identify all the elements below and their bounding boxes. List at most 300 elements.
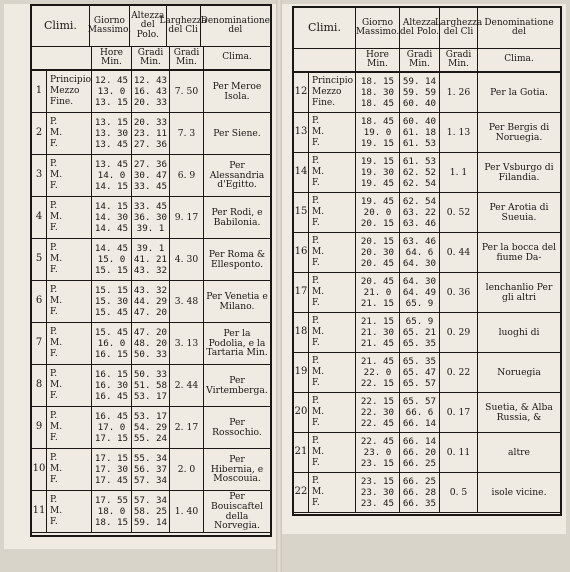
- altezza-value: 36. 30: [133, 211, 168, 223]
- clima-phase-label: Fine.: [49, 96, 74, 107]
- clima-phase-label: P.: [312, 476, 320, 487]
- giorno-value: 13. 45: [94, 139, 129, 151]
- altezza-value: 33. 45: [133, 200, 168, 212]
- clima-phase-label: F.: [50, 474, 58, 485]
- clima-phase-label: F.: [312, 337, 320, 348]
- giorno-value: 18. 30: [360, 86, 395, 98]
- larghezza-value: 0. 11: [440, 433, 478, 472]
- giorno-value: 22. 30: [360, 406, 395, 418]
- clima-phase-label: F.: [50, 180, 58, 191]
- clima-phase-labels: [308, 353, 324, 392]
- clima-number: 20: [294, 406, 308, 418]
- clima-phase-labels: [46, 365, 62, 406]
- clima-phase-labels: [46, 113, 62, 154]
- clima-number: 10: [32, 463, 46, 475]
- denominazione-value: Suetia, & Alba Russia, &: [485, 401, 553, 423]
- larghezza-value: 1. 13: [440, 113, 478, 152]
- larghezza-value: 1. 26: [440, 73, 478, 112]
- altezza-values: [400, 193, 440, 232]
- giorno-value: 19. 0: [363, 126, 392, 138]
- giorno-values: [92, 491, 132, 532]
- subheader-gradi2: Gradi Min.: [440, 49, 478, 71]
- clima-phase-label: F.: [312, 297, 320, 308]
- denominazione-value: Per la Podolia, e la Tartaria Min.: [206, 328, 268, 359]
- altezza-value: 63. 46: [402, 235, 437, 247]
- table-row: [294, 353, 560, 393]
- giorno-value: 22. 15: [360, 395, 395, 407]
- clima-phase-label: P.: [312, 436, 320, 447]
- giorno-values: [356, 113, 400, 152]
- altezza-value: 55. 34: [133, 452, 168, 464]
- clima-phase-label: M.: [50, 128, 63, 139]
- clima-cell: [32, 239, 92, 280]
- altezza-value: 30. 47: [133, 169, 168, 181]
- altezza-values: [132, 407, 170, 448]
- table-header: [32, 6, 270, 47]
- clima-phase-label: P.: [50, 243, 58, 254]
- altezza-value: 27. 36: [133, 139, 168, 151]
- giorno-value: 21. 15: [360, 315, 395, 327]
- denominazione-value: altre: [508, 446, 530, 458]
- denominazione-value: Per Rossochio.: [212, 416, 262, 438]
- giorno-value: 14. 45: [94, 242, 129, 254]
- climate-table-right: [292, 6, 562, 516]
- header-larghezza: Larghezza del Cli: [167, 6, 201, 46]
- left-page: [4, 4, 276, 549]
- table-row: [32, 323, 270, 365]
- clima-number: 15: [294, 206, 308, 218]
- altezza-value: 41. 21: [133, 253, 168, 265]
- clima-cell: [294, 73, 356, 112]
- table-row: [294, 433, 560, 473]
- giorno-value: 22. 15: [360, 378, 395, 390]
- giorno-value: 20. 15: [360, 218, 395, 230]
- larghezza-value: 3. 13: [170, 323, 204, 364]
- giorno-value: 20. 45: [360, 275, 395, 287]
- clima-number: 9: [35, 421, 43, 433]
- clima-cell: [32, 281, 92, 322]
- altezza-value: 62. 54: [402, 195, 437, 207]
- clima-phase-labels: [308, 473, 324, 512]
- giorno-values: [92, 323, 132, 364]
- clima-number: 18: [294, 326, 308, 338]
- table-row: [32, 155, 270, 197]
- denominazione-value: Per Vsburgo di Filandia.: [484, 161, 554, 183]
- altezza-value: 60. 40: [402, 115, 437, 127]
- clima-cell: [32, 407, 92, 448]
- clima-phase-labels: [308, 233, 324, 272]
- denominazione-value: Noruegia: [497, 366, 541, 378]
- clima-phase-label: Principio: [49, 75, 91, 86]
- altezza-values: [132, 323, 170, 364]
- subheader-blank: [294, 49, 356, 71]
- altezza-value: 48. 20: [133, 337, 168, 349]
- altezza-value: 58. 25: [133, 505, 168, 517]
- giorno-value: 15. 45: [94, 326, 129, 338]
- giorno-values: [356, 473, 400, 512]
- table-row: [294, 73, 560, 113]
- table-row: [294, 233, 560, 273]
- larghezza-value: 6. 9: [170, 155, 204, 196]
- larghezza-value: 2. 0: [170, 449, 204, 490]
- altezza-value: 53. 17: [133, 410, 168, 422]
- altezza-value: 56. 37: [133, 463, 168, 475]
- giorno-value: 16. 45: [94, 391, 129, 403]
- larghezza-value: 0. 5: [440, 473, 478, 512]
- clima-phase-label: P.: [50, 453, 58, 464]
- altezza-value: 59. 14: [133, 517, 168, 529]
- larghezza-value: 7. 50: [170, 71, 204, 112]
- giorno-value: 17. 15: [94, 433, 129, 445]
- giorno-values: [92, 239, 132, 280]
- clima-phase-labels: [308, 393, 324, 432]
- clima-phase-label: P.: [312, 316, 320, 327]
- altezza-value: 66. 20: [402, 446, 437, 458]
- denominazione-value: Per la bocca del fiume Da-: [481, 241, 557, 263]
- header-giorno: Giorno Massimo.: [356, 8, 400, 48]
- subheader-clima: Clima.: [504, 54, 534, 65]
- giorno-value: 17. 45: [94, 475, 129, 487]
- giorno-value: 19. 15: [360, 155, 395, 167]
- altezza-value: 27. 36: [133, 158, 168, 170]
- clima-phase-label: M.: [312, 447, 325, 458]
- larghezza-value: 7. 3: [170, 113, 204, 154]
- clima-phase-labels: [46, 491, 62, 532]
- clima-number: 17: [294, 286, 308, 298]
- clima-cell: [32, 71, 92, 112]
- giorno-value: 23. 45: [360, 498, 395, 510]
- clima-phase-label: F.: [50, 348, 58, 359]
- table-row: [32, 281, 270, 323]
- altezza-value: 44. 29: [133, 295, 168, 307]
- altezza-value: 66. 25: [402, 458, 437, 470]
- clima-number: 2: [35, 127, 43, 139]
- subheader-gradi: Gradi Min.: [132, 47, 170, 69]
- giorno-value: 17. 30: [94, 463, 129, 475]
- clima-phase-label: P.: [50, 159, 58, 170]
- clima-phase-label: M.: [50, 170, 63, 181]
- giorno-value: 21. 45: [360, 355, 395, 367]
- giorno-value: 23. 0: [363, 446, 392, 458]
- clima-cell: [32, 323, 92, 364]
- subheader-clima: Clima.: [222, 52, 252, 63]
- giorno-value: 14. 45: [94, 223, 129, 235]
- larghezza-value: 4. 30: [170, 239, 204, 280]
- altezza-values: [400, 393, 440, 432]
- giorno-values: [356, 313, 400, 352]
- giorno-value: 15. 15: [94, 265, 129, 277]
- altezza-value: 20. 33: [133, 116, 168, 128]
- giorno-value: 15. 30: [94, 295, 129, 307]
- clima-phase-labels: [46, 155, 62, 196]
- altezza-value: 53. 17: [133, 391, 168, 403]
- altezza-value: 63. 22: [402, 206, 437, 218]
- altezza-value: 61. 53: [402, 138, 437, 150]
- clima-phase-labels: [308, 73, 353, 112]
- clima-phase-label: Mezzo: [312, 87, 342, 98]
- altezza-value: 47. 20: [133, 326, 168, 338]
- clima-phase-label: M.: [50, 422, 63, 433]
- giorno-value: 16. 30: [94, 379, 129, 391]
- denominazione-value: luoghi di: [498, 326, 540, 338]
- altezza-value: 23. 11: [133, 127, 168, 139]
- table-row: [294, 393, 560, 433]
- clima-phase-label: M.: [50, 296, 63, 307]
- denominazione-value: Per Rodi, e Babilonia.: [211, 206, 263, 228]
- giorno-values: [92, 197, 132, 238]
- altezza-value: 55. 24: [133, 433, 168, 445]
- altezza-values: [400, 153, 440, 192]
- table-row: [294, 313, 560, 353]
- clima-number: 11: [32, 505, 46, 517]
- giorno-value: 18. 15: [94, 517, 129, 529]
- altezza-value: 57. 34: [133, 475, 168, 487]
- altezza-values: [400, 273, 440, 312]
- larghezza-value: 3. 48: [170, 281, 204, 322]
- denominazione-value: lenchanlio Per gli altri: [485, 281, 553, 303]
- larghezza-value: 9. 17: [170, 197, 204, 238]
- altezza-values: [400, 433, 440, 472]
- denominazione-value: Per Meroe Isola.: [212, 80, 262, 102]
- altezza-value: 47. 20: [133, 307, 168, 319]
- clima-cell: [32, 449, 92, 490]
- giorno-value: 22. 45: [360, 418, 395, 430]
- altezza-value: 64. 30: [402, 258, 437, 270]
- giorno-value: 19. 30: [360, 166, 395, 178]
- altezza-value: 60. 40: [402, 98, 437, 110]
- clima-phase-label: M.: [50, 464, 63, 475]
- altezza-value: 64. 30: [402, 275, 437, 287]
- altezza-value: 61. 18: [402, 126, 437, 138]
- clima-phase-label: P.: [312, 196, 320, 207]
- denominazione-value: Per la Gotia.: [490, 86, 548, 98]
- clima-number: 8: [35, 379, 43, 391]
- table-row: [294, 193, 560, 233]
- larghezza-value: 0. 17: [440, 393, 478, 432]
- altezza-value: 43. 32: [133, 265, 168, 277]
- table-subheader: [294, 49, 560, 73]
- altezza-value: 65. 35: [402, 355, 437, 367]
- altezza-values: [132, 71, 170, 112]
- clima-phase-label: M.: [312, 367, 325, 378]
- clima-phase-label: P.: [312, 276, 320, 287]
- clima-phase-label: F.: [50, 516, 58, 527]
- denominazione-value: Per Roma & Ellesponto.: [208, 248, 266, 270]
- clima-phase-label: M.: [312, 207, 325, 218]
- clima-phase-labels: [46, 197, 62, 238]
- altezza-values: [132, 365, 170, 406]
- clima-phase-label: Mezzo: [49, 86, 80, 97]
- giorno-value: 12. 45: [94, 74, 129, 86]
- clima-cell: [294, 313, 356, 352]
- giorno-value: 20. 0: [363, 206, 392, 218]
- clima-phase-label: P.: [50, 495, 58, 506]
- clima-cell: [32, 155, 92, 196]
- giorno-values: [356, 393, 400, 432]
- giorno-value: 20. 15: [360, 235, 395, 247]
- clima-phase-label: P.: [50, 117, 58, 128]
- altezza-values: [400, 113, 440, 152]
- giorno-values: [92, 407, 132, 448]
- giorno-value: 14. 15: [94, 200, 129, 212]
- header-denominazione: Denominatione del: [484, 17, 554, 37]
- giorno-value: 21. 30: [360, 326, 395, 338]
- clima-cell: [32, 197, 92, 238]
- altezza-value: 65. 47: [402, 366, 437, 378]
- table-header: [294, 8, 560, 49]
- climate-table-left: [30, 4, 272, 537]
- clima-phase-label: F.: [50, 138, 58, 149]
- altezza-value: 61. 53: [402, 155, 437, 167]
- giorno-value: 18. 0: [97, 505, 126, 517]
- clima-phase-labels: [46, 449, 62, 490]
- giorno-value: 17. 0: [97, 421, 126, 433]
- larghezza-value: 0. 52: [440, 193, 478, 232]
- altezza-value: 64. 49: [402, 286, 437, 298]
- altezza-values: [132, 239, 170, 280]
- giorno-value: 15. 45: [94, 307, 129, 319]
- altezza-value: 39. 1: [136, 223, 165, 235]
- altezza-values: [132, 155, 170, 196]
- table-row: [294, 273, 560, 313]
- giorno-value: 19. 45: [360, 178, 395, 190]
- clima-cell: [294, 473, 356, 512]
- altezza-values: [400, 73, 440, 112]
- altezza-value: 59. 59: [402, 86, 437, 98]
- clima-cell: [32, 491, 92, 532]
- clima-number: 7: [35, 337, 43, 349]
- clima-phase-label: P.: [50, 201, 58, 212]
- altezza-value: 65. 21: [402, 326, 437, 338]
- giorno-value: 23. 30: [360, 486, 395, 498]
- altezza-value: 66. 35: [402, 498, 437, 510]
- table-row: [32, 197, 270, 239]
- clima-phase-label: P.: [50, 369, 58, 380]
- clima-phase-label: M.: [50, 506, 63, 517]
- clima-phase-label: M.: [312, 127, 325, 138]
- clima-phase-label: P.: [312, 236, 320, 247]
- clima-phase-label: F.: [312, 257, 320, 268]
- giorno-values: [92, 449, 132, 490]
- header-denominazione: Denominatione del: [200, 15, 270, 35]
- clima-phase-labels: [308, 273, 324, 312]
- clima-phase-labels: [46, 281, 62, 322]
- clima-phase-labels: [308, 433, 324, 472]
- clima-phase-label: F.: [50, 306, 58, 317]
- subheader-blank: [32, 47, 92, 69]
- clima-number: 13: [294, 126, 308, 138]
- altezza-value: 12. 43: [133, 74, 168, 86]
- clima-cell: [294, 353, 356, 392]
- table-row: [294, 473, 560, 513]
- altezza-value: 33. 45: [133, 181, 168, 193]
- clima-phase-labels: [46, 407, 62, 448]
- larghezza-value: 1. 40: [170, 491, 204, 532]
- giorno-values: [356, 273, 400, 312]
- denominazione-value: Per Hibernia, e Moscouia.: [210, 454, 264, 485]
- altezza-value: 66. 14: [402, 435, 437, 447]
- clima-cell: [294, 433, 356, 472]
- giorno-value: 18. 45: [360, 98, 395, 110]
- altezza-value: 62. 54: [402, 178, 437, 190]
- giorno-value: 16. 0: [97, 337, 126, 349]
- giorno-values: [356, 233, 400, 272]
- table-body-left: [32, 71, 270, 533]
- header-larghezza: Larghezza del Cli: [440, 8, 478, 48]
- clima-phase-label: M.: [50, 254, 63, 265]
- giorno-values: [92, 113, 132, 154]
- clima-number: 19: [294, 366, 308, 378]
- clima-phase-label: P.: [312, 116, 320, 127]
- clima-cell: [294, 153, 356, 192]
- altezza-value: 65. 9: [405, 315, 434, 327]
- clima-phase-label: P.: [312, 396, 320, 407]
- altezza-values: [132, 113, 170, 154]
- clima-phase-label: F.: [312, 417, 320, 428]
- altezza-value: 66. 14: [402, 418, 437, 430]
- altezza-value: 65. 9: [405, 298, 434, 310]
- altezza-values: [400, 233, 440, 272]
- header-giorno: Giorno Massimo.: [90, 6, 130, 46]
- altezza-values: [400, 353, 440, 392]
- clima-phase-label: F.: [312, 217, 320, 228]
- clima-number: 6: [35, 295, 43, 307]
- clima-phase-label: F.: [312, 377, 320, 388]
- clima-cell: [294, 113, 356, 152]
- giorno-value: 13. 0: [97, 85, 126, 97]
- clima-phase-labels: [46, 323, 62, 364]
- altezza-values: [132, 449, 170, 490]
- clima-phase-label: F.: [50, 264, 58, 275]
- giorno-value: 19. 15: [360, 138, 395, 150]
- clima-cell: [32, 113, 92, 154]
- clima-number: 16: [294, 246, 308, 258]
- denominazione-value: Per Arotia di Sueuia.: [489, 201, 549, 223]
- altezza-value: 59. 14: [402, 75, 437, 87]
- table-row: [32, 491, 270, 533]
- clima-phase-label: Principio: [312, 76, 354, 87]
- giorno-value: 13. 30: [94, 127, 129, 139]
- altezza-value: 50. 33: [133, 368, 168, 380]
- giorno-value: 21. 0: [363, 286, 392, 298]
- clima-cell: [32, 365, 92, 406]
- subheader-hore: Hore Min.: [356, 49, 400, 71]
- giorno-value: 23. 15: [360, 458, 395, 470]
- giorno-value: 20. 45: [360, 258, 395, 270]
- giorno-values: [356, 433, 400, 472]
- altezza-value: 66. 28: [402, 486, 437, 498]
- clima-phase-label: F.: [50, 432, 58, 443]
- clima-phase-label: M.: [312, 487, 325, 498]
- denominazione-value: Per Alessandria d'Egitto.: [209, 160, 265, 191]
- clima-phase-label: P.: [50, 327, 58, 338]
- giorno-values: [356, 153, 400, 192]
- clima-phase-label: F.: [312, 457, 320, 468]
- table-row: [32, 71, 270, 113]
- altezza-value: 65. 57: [402, 395, 437, 407]
- giorno-value: 16. 45: [94, 410, 129, 422]
- altezza-value: 43. 32: [133, 284, 168, 296]
- giorno-value: 21. 45: [360, 338, 395, 350]
- table-subheader: [32, 47, 270, 71]
- giorno-value: 15. 15: [94, 284, 129, 296]
- clima-phase-label: F.: [50, 390, 58, 401]
- clima-phase-label: M.: [312, 247, 325, 258]
- table-row: [32, 365, 270, 407]
- clima-phase-label: F.: [312, 177, 320, 188]
- giorno-value: 23. 15: [360, 475, 395, 487]
- table-row: [32, 449, 270, 491]
